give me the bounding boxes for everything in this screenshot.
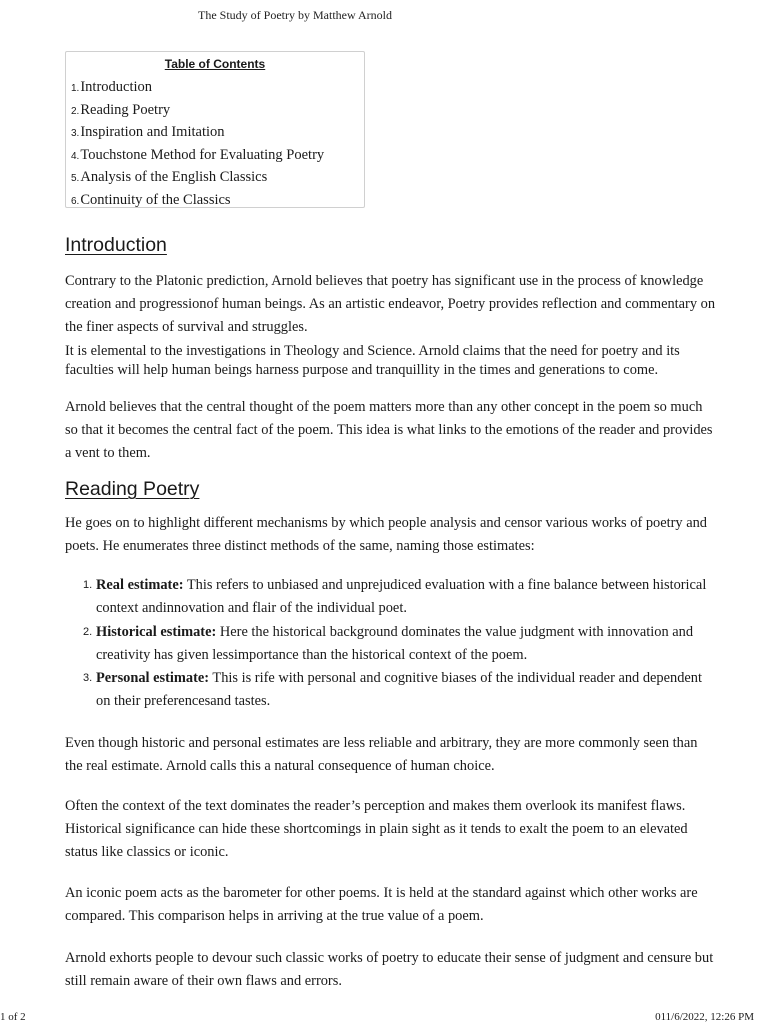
estimate-term: Personal estimate: — [96, 670, 210, 686]
toc-item-label: Continuity of the Classics — [80, 191, 231, 208]
print-header-title: The Study of Poetry by Matthew Arnold — [198, 8, 392, 22]
toc-item-introduction[interactable] — [71, 77, 324, 100]
toc-item-reading-poetry[interactable] — [71, 100, 324, 123]
reading-poetry-paragraph-2: Often the context of the text dominates the reader’s perception and makes them overlook its manifest flaws. Historical significance can hide these shortcomings in plain sight as it tends to exalt the poem to an elevated status like classics or iconic. — [65, 798, 688, 861]
estimate-description: Here the historical background dominates the value judgment with innovation and creativity has given lessimportance than the historical context of the poem. — [96, 623, 694, 663]
toc-item-touchstone-method[interactable] — [71, 145, 324, 168]
table-of-contents — [65, 51, 365, 208]
toc-list — [71, 77, 324, 213]
reading-poetry-paragraph-1: Even though historic and personal estimates are less reliable and arbitrary, they are more commonly seen than the real estimate. Arnold calls this a natural consequence of human choice. — [65, 735, 698, 775]
estimates-list — [65, 574, 715, 714]
print-datetime: 011/6/2022, 12:26 PM — [655, 1011, 754, 1023]
estimate-term: Historical estimate: — [96, 623, 217, 640]
list-item-number: 3. — [83, 672, 93, 684]
toc-item-inspiration-and-imitation[interactable] — [71, 122, 324, 145]
list-item — [65, 667, 715, 714]
page-number: 1 of 2 — [0, 1011, 26, 1023]
list-item — [65, 621, 715, 668]
intro-paragraph-3: Arnold believes that the central thought of the poem matters more than any other concept in the poem so much so that it becomes the central fact of the poem. This idea is what links to the emotions of the reader and provides a vent to them. — [65, 399, 713, 462]
reading-poetry-intro: He goes on to highlight different mechanisms by which people analysis and censor various works of poetry and poets. He enumerates three distinct methods of the same, naming those estimates: — [65, 515, 707, 555]
toc-item-number: 2. — [71, 105, 80, 117]
toc-item-number: 4. — [71, 150, 80, 162]
list-item-number: 1. — [83, 579, 93, 591]
toc-item-number: 6. — [71, 195, 80, 207]
list-item-number: 2. — [83, 625, 93, 638]
toc-item-label: Analysis of the English Classics — [80, 169, 268, 186]
toc-item-continuity-of-classics[interactable] — [71, 190, 324, 213]
reading-poetry-paragraph-3: An iconic poem acts as the barometer for other poems. It is held at the standard against which other works are compared. This comparison helps in arriving at the true value of a poem. — [65, 885, 698, 925]
intro-paragraph-1: Contrary to the Platonic prediction, Arnold believes that poetry has significant use in the process of knowledge creation and progressionof human beings. As an artistic endeavor, Poetry provides reflection and commentary on the finer aspects of survival and struggles. — [65, 273, 716, 336]
toc-item-number: 3. — [71, 128, 80, 140]
estimate-term: Real estimate: — [96, 577, 184, 593]
intro-paragraph-2: It is elemental to the investigations in Theology and Science. Arnold claims that the need for poetry and its faculties will help human beings harness purpose and tranquillity in the times and generations to come. — [65, 343, 680, 378]
toc-item-analysis-english-classics[interactable] — [71, 167, 324, 190]
estimate-description: This is rife with personal and cognitive biases of the individual reader and dependent on their preferencesand tastes. — [96, 670, 702, 710]
toc-item-number: 5. — [71, 173, 80, 185]
toc-item-label: Introduction — [80, 79, 153, 95]
section-heading-reading-poetry: Reading Poetry — [65, 478, 200, 500]
section-heading-introduction: Introduction — [65, 234, 167, 256]
list-item — [65, 574, 715, 621]
reading-poetry-paragraph-4: Arnold exhorts people to devour such classic works of poetry to educate their sense of judgment and censure but still remain aware of their own flaws and errors. — [65, 950, 714, 990]
toc-item-label: Reading Poetry — [80, 101, 171, 118]
estimate-description: This refers to unbiased and unprejudiced evaluation with a fine balance between historical context andinnovation and flair of the individual poet. — [96, 577, 707, 617]
toc-item-label: Inspiration and Imitation — [80, 124, 225, 141]
toc-item-number: 1. — [71, 83, 80, 94]
toc-item-label: Touchstone Method for Evaluating Poetry — [80, 146, 325, 163]
toc-title: Table of Contents — [164, 57, 266, 71]
